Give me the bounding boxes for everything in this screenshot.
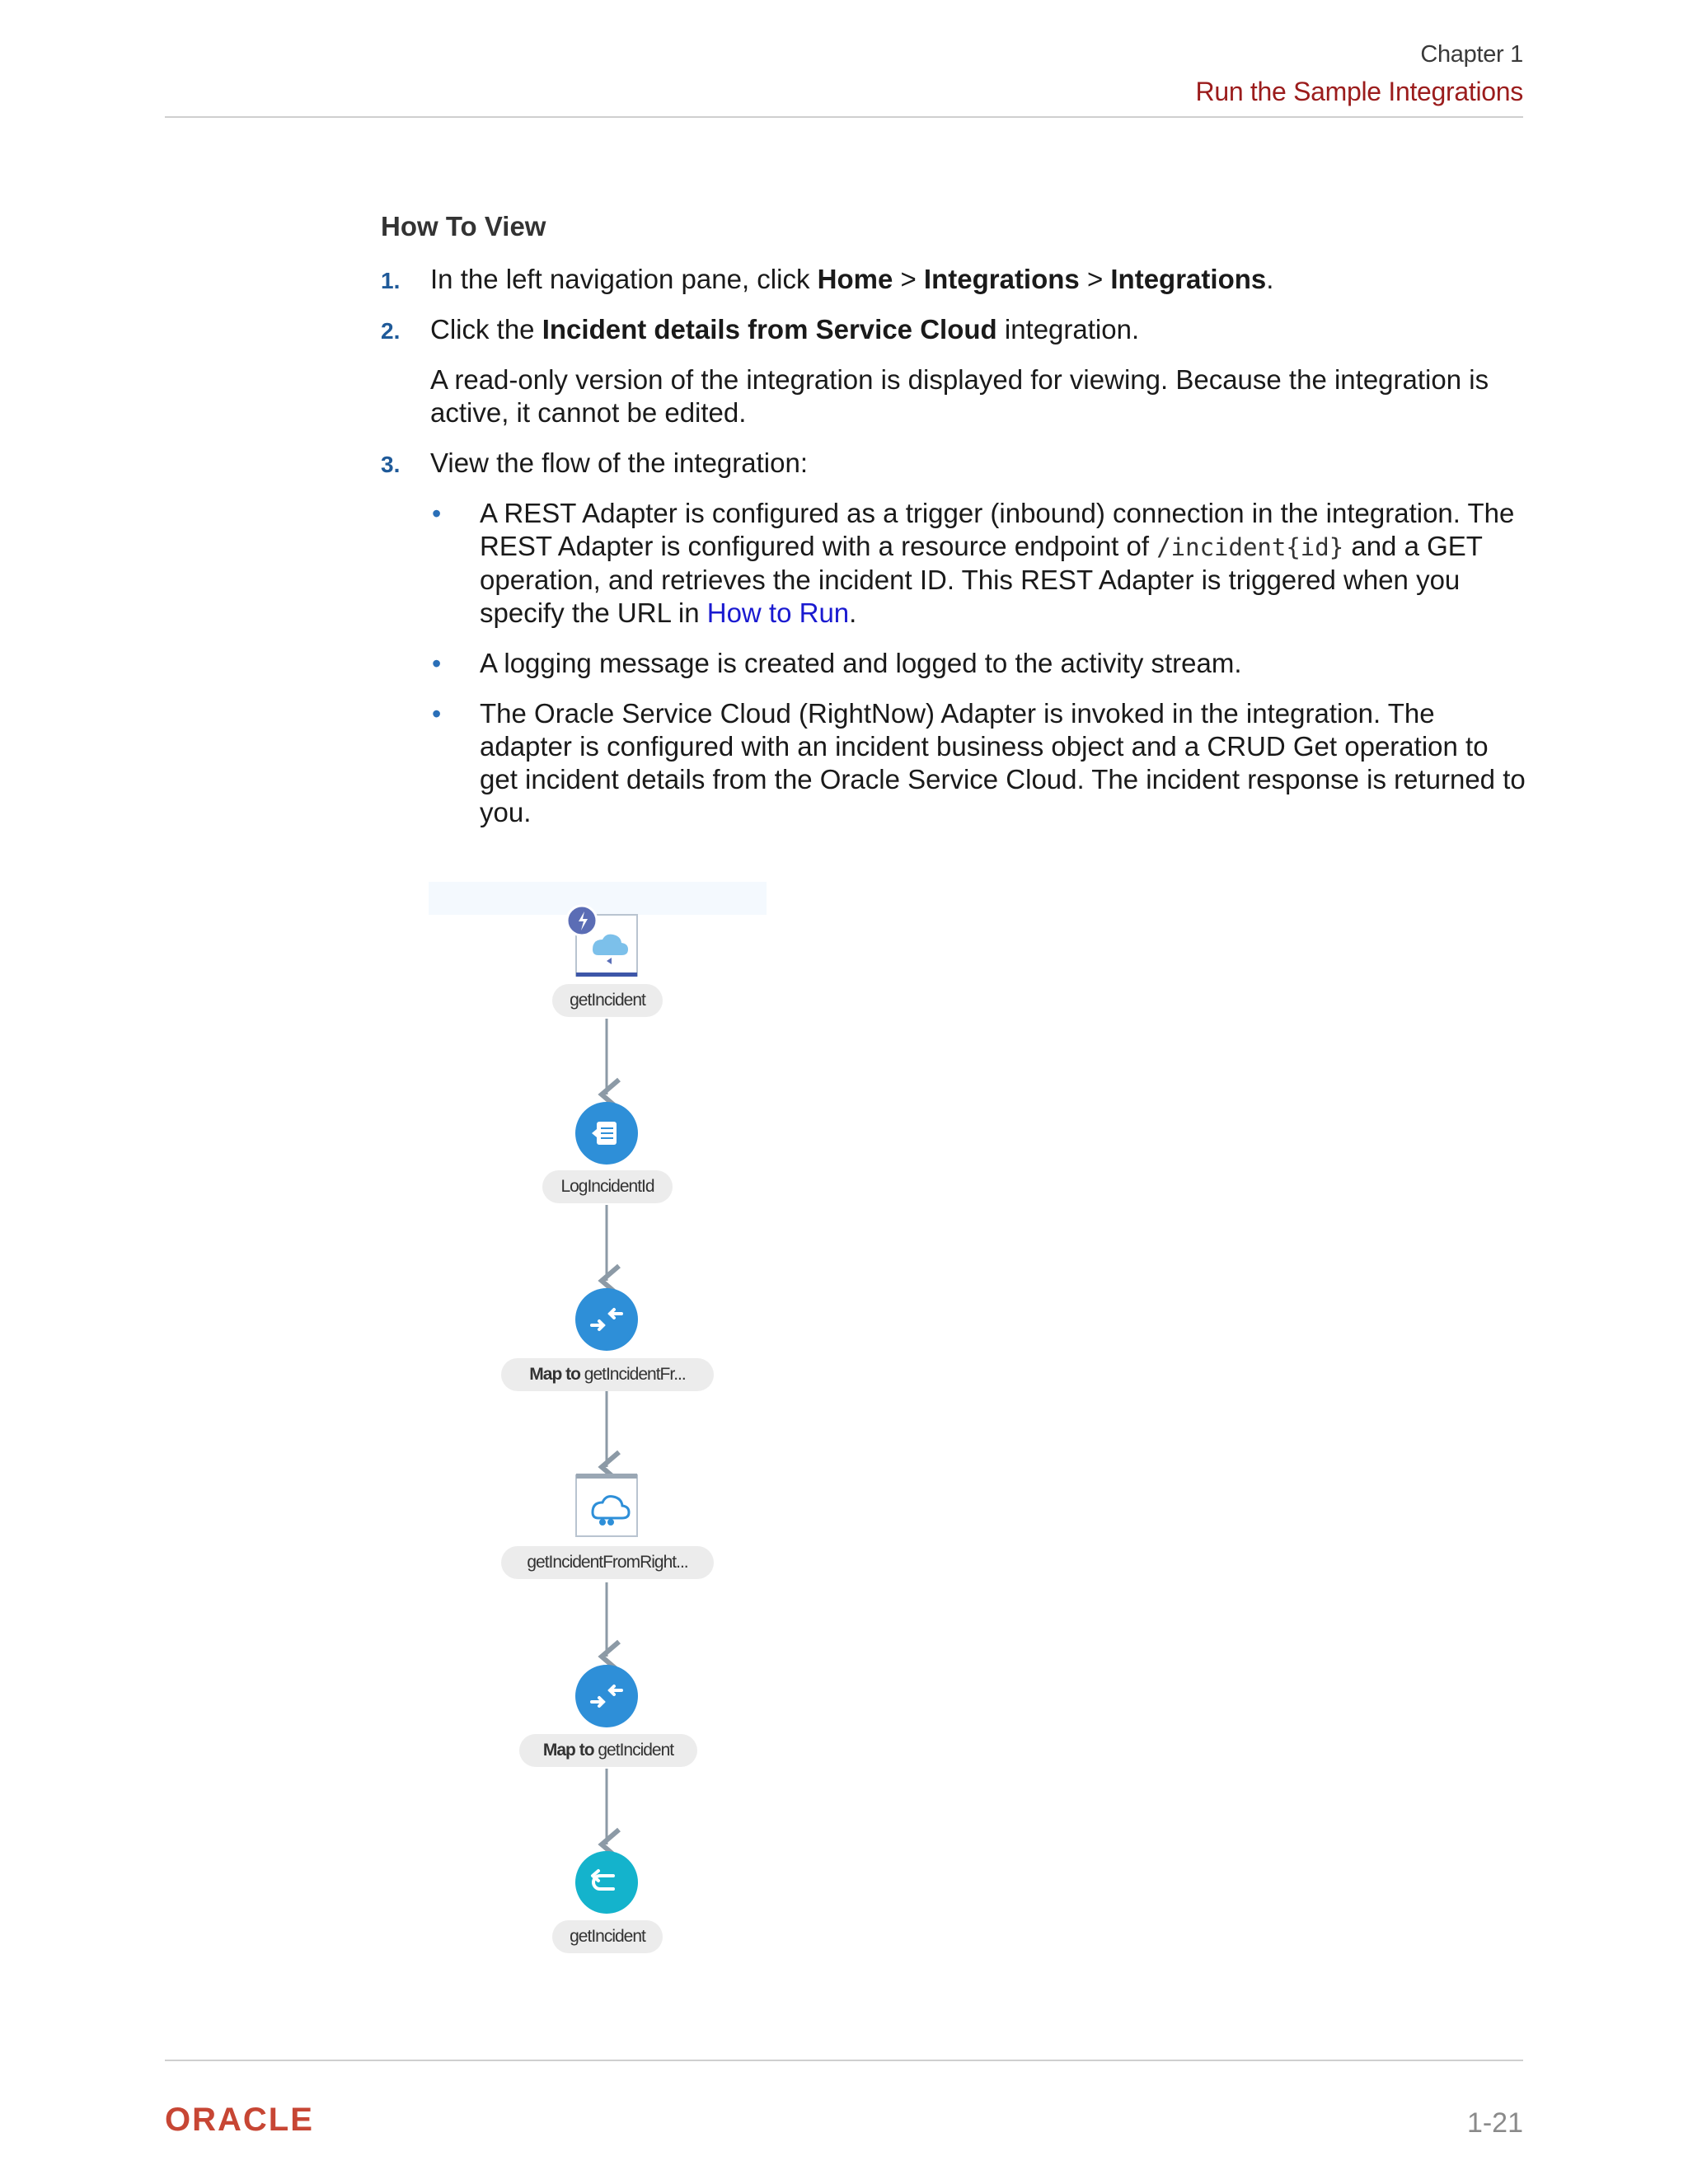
bullet-text: A logging message is created and logged to the activity stream. [480,648,1242,678]
return-icon[interactable] [575,1851,638,1914]
node-label-return[interactable]: getIncident [552,1920,663,1953]
cloud-adapter-icon[interactable] [576,1474,637,1536]
node-label-map-1[interactable]: Map to getIncidentFr... [501,1358,714,1391]
header-divider [165,116,1523,118]
step-3 [381,447,1526,480]
node-label-cloud-invoke[interactable]: getIncidentFromRight... [501,1546,714,1579]
menu-path-home: Home [817,264,893,294]
section-heading: How To View [381,211,546,241]
step-2 [381,313,1526,346]
bullet-text: A REST Adapter is configured as a trigger (inbound) connection in the integration. The REST Adapter is configured with a resource endpoint of [480,498,1515,561]
map-icon[interactable] [575,1665,638,1727]
integration-name: Incident details from Service Cloud [542,314,997,344]
bullet-text: The Oracle Service Cloud (RightNow) Adapter is invoked in the integration. The adapter is configured with an incident business object and a CRUD Get operation to get incident details from the Oracle Service Cloud. The incident response is returned to you. [480,698,1526,827]
oracle-logo [165,2103,354,2140]
flow-canvas [429,882,791,1970]
node-label-log[interactable]: LogIncidentId [542,1170,673,1203]
page-number: 1-21 [1466,2107,1523,2139]
node-label-trigger[interactable]: getIncident [552,984,663,1017]
step-number: 1. [381,268,401,293]
step-text: View the flow of the integration: [430,448,809,478]
log-icon[interactable] [575,1102,638,1165]
chapter-label: Chapter 1 [1420,41,1523,68]
integration-flow-diagram [429,882,791,1970]
bullet-service-cloud [381,697,1526,829]
bullet-dot: • [432,499,442,528]
canvas-top-band [429,882,767,915]
bullet-dot: • [432,649,442,678]
step-text-end: integration. [996,314,1140,344]
footer-divider [165,2060,1523,2061]
bullet-rest-adapter [381,497,1526,630]
step-1 [381,263,1526,296]
step-text-end: . [1266,264,1274,294]
node-label-map-2[interactable]: Map to getIncident [519,1734,697,1767]
path-separator: > [893,264,924,294]
menu-path-integrations-sub: Integrations [1110,264,1267,294]
oracle-logo-mark [165,2103,354,2136]
how-to-run-link[interactable]: How to Run [706,598,850,628]
svg-text:ORACLE: ORACLE [165,2103,314,2136]
step-text: Click the [430,314,542,344]
step-2-note: A read-only version of the integration is displayed for viewing. Because the integration is active, it cannot be edited. [430,364,1489,428]
bullet-text-end: . [849,598,857,628]
step-text: In the left navigation pane, click [430,264,818,294]
step-number: 2. [381,318,401,344]
path-separator: > [1079,264,1111,294]
page-content [381,210,1526,846]
section-title: Run the Sample Integrations [1195,77,1523,106]
menu-path-integrations: Integrations [923,264,1080,294]
bullet-dot: • [432,699,442,729]
page-header [1196,41,1523,107]
endpoint-code: /incident{id} [1156,533,1344,561]
map-icon[interactable] [575,1288,638,1351]
rest-trigger-icon[interactable] [567,906,637,977]
step-number: 3. [381,452,401,477]
bullet-text: and a GET operation, and retrieves the incident ID. This REST Adapter is triggered when you specify the URL in [480,531,1483,628]
bullet-logging [381,647,1526,680]
